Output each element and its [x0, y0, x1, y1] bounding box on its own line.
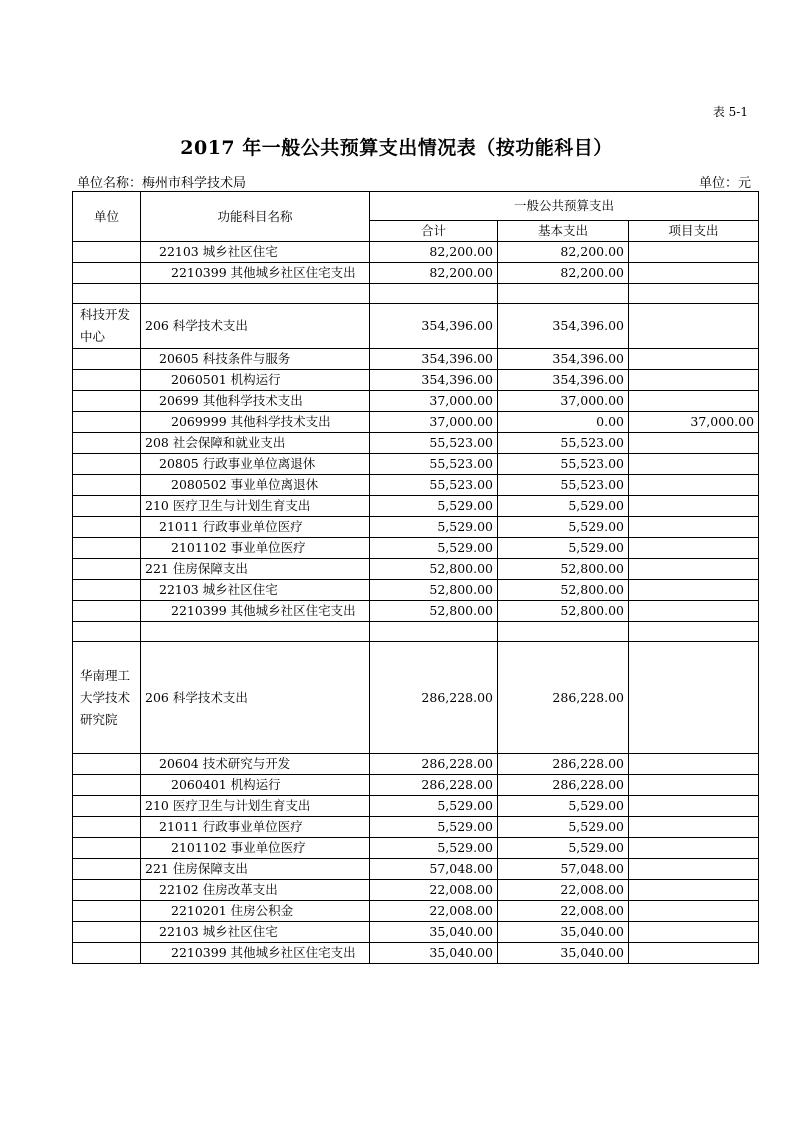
project-cell — [629, 901, 759, 922]
basic-cell: 37,000.00 — [498, 391, 629, 412]
total-cell: 5,529.00 — [370, 517, 498, 538]
basic-cell: 82,200.00 — [498, 242, 629, 263]
table-row — [73, 454, 759, 475]
total-cell: 37,000.00 — [370, 412, 498, 433]
basic-cell: 5,529.00 — [498, 538, 629, 559]
subject-cell: 20805 行政事业单位离退休 — [141, 454, 370, 475]
subject-cell: 22103 城乡社区住宅 — [141, 580, 370, 601]
table-row — [73, 601, 759, 622]
unit-cell — [73, 943, 141, 964]
project-cell — [629, 263, 759, 284]
header-total: 合计 — [370, 221, 498, 242]
total-cell: 55,523.00 — [370, 454, 498, 475]
table-row — [73, 943, 759, 964]
basic-cell: 5,529.00 — [498, 817, 629, 838]
project-cell — [629, 517, 759, 538]
table-row — [73, 538, 759, 559]
project-cell — [629, 433, 759, 454]
header-basic: 基本支出 — [498, 221, 629, 242]
table-row — [73, 496, 759, 517]
table-row — [73, 880, 759, 901]
project-cell — [629, 242, 759, 263]
project-cell — [629, 475, 759, 496]
table-row — [73, 284, 759, 304]
table-row — [73, 304, 759, 349]
subject-cell: 221 住房保障支出 — [141, 859, 370, 880]
unit-cell — [73, 580, 141, 601]
basic-cell: 52,800.00 — [498, 559, 629, 580]
basic-cell: 55,523.00 — [498, 454, 629, 475]
subject-cell: 206 科学技术支出 — [141, 642, 370, 754]
total-cell: 55,523.00 — [370, 433, 498, 454]
unit-cell — [73, 475, 141, 496]
basic-cell: 286,228.00 — [498, 754, 629, 775]
unit-cell: 科技开发中心 — [73, 304, 141, 349]
basic-cell — [498, 284, 629, 304]
project-cell — [629, 859, 759, 880]
basic-cell: 286,228.00 — [498, 775, 629, 796]
total-cell: 57,048.00 — [370, 859, 498, 880]
basic-cell: 354,396.00 — [498, 304, 629, 349]
project-cell — [629, 775, 759, 796]
table-row — [73, 838, 759, 859]
project-cell — [629, 349, 759, 370]
total-cell: 55,523.00 — [370, 475, 498, 496]
total-cell: 35,040.00 — [370, 943, 498, 964]
unit-cell — [73, 622, 141, 642]
basic-cell: 5,529.00 — [498, 517, 629, 538]
total-cell: 286,228.00 — [370, 775, 498, 796]
total-cell: 5,529.00 — [370, 796, 498, 817]
total-cell: 5,529.00 — [370, 538, 498, 559]
basic-cell: 57,048.00 — [498, 859, 629, 880]
project-cell — [629, 622, 759, 642]
table-row — [73, 580, 759, 601]
project-cell — [629, 496, 759, 517]
total-cell: 82,200.00 — [370, 242, 498, 263]
subject-cell: 22103 城乡社区住宅 — [141, 242, 370, 263]
total-cell: 52,800.00 — [370, 580, 498, 601]
table-row — [73, 559, 759, 580]
project-cell — [629, 370, 759, 391]
basic-cell: 52,800.00 — [498, 580, 629, 601]
project-cell — [629, 880, 759, 901]
total-cell: 52,800.00 — [370, 559, 498, 580]
project-cell — [629, 817, 759, 838]
table-row — [73, 754, 759, 775]
project-cell — [629, 601, 759, 622]
unit-cell — [73, 817, 141, 838]
project-cell — [629, 838, 759, 859]
subject-cell: 2210201 住房公积金 — [141, 901, 370, 922]
basic-cell: 35,040.00 — [498, 943, 629, 964]
basic-cell: 5,529.00 — [498, 496, 629, 517]
subject-cell: 22103 城乡社区住宅 — [141, 922, 370, 943]
unit-cell — [73, 796, 141, 817]
project-cell — [629, 391, 759, 412]
total-cell: 286,228.00 — [370, 754, 498, 775]
header-unit: 单位 — [73, 192, 141, 242]
project-cell — [629, 796, 759, 817]
total-cell: 5,529.00 — [370, 838, 498, 859]
total-cell: 35,040.00 — [370, 922, 498, 943]
table-row — [73, 517, 759, 538]
subject-cell: 221 住房保障支出 — [141, 559, 370, 580]
table-row — [73, 901, 759, 922]
basic-cell: 82,200.00 — [498, 263, 629, 284]
unit-cell — [73, 517, 141, 538]
subject-cell — [141, 622, 370, 642]
unit-cell — [73, 775, 141, 796]
subject-cell: 210 医疗卫生与计划生育支出 — [141, 796, 370, 817]
subject-cell: 2060501 机构运行 — [141, 370, 370, 391]
project-cell — [629, 754, 759, 775]
total-cell: 22,008.00 — [370, 880, 498, 901]
total-cell: 354,396.00 — [370, 304, 498, 349]
project-cell — [629, 642, 759, 754]
total-cell: 354,396.00 — [370, 349, 498, 370]
total-cell — [370, 622, 498, 642]
basic-cell: 354,396.00 — [498, 370, 629, 391]
basic-cell: 22,008.00 — [498, 880, 629, 901]
table-row — [73, 775, 759, 796]
project-cell — [629, 284, 759, 304]
project-cell — [629, 943, 759, 964]
table-row — [73, 433, 759, 454]
table-row — [73, 263, 759, 284]
unit-cell — [73, 601, 141, 622]
subject-cell: 2069999 其他科学技术支出 — [141, 412, 370, 433]
unit-cell — [73, 412, 141, 433]
subject-cell: 206 科学技术支出 — [141, 304, 370, 349]
subject-cell: 2080502 事业单位离退休 — [141, 475, 370, 496]
page-title: 2017 年一般公共预算支出情况表（按功能科目） — [180, 137, 613, 159]
table-number: 表 5-1 — [712, 105, 748, 119]
unit-cell — [73, 922, 141, 943]
unit-cell — [73, 559, 141, 580]
basic-cell: 354,396.00 — [498, 349, 629, 370]
subject-cell: 22102 住房改革支出 — [141, 880, 370, 901]
table-row — [73, 922, 759, 943]
basic-cell: 5,529.00 — [498, 796, 629, 817]
total-cell — [370, 284, 498, 304]
budget-table — [72, 191, 759, 964]
basic-cell: 22,008.00 — [498, 901, 629, 922]
total-cell: 37,000.00 — [370, 391, 498, 412]
table-row — [73, 475, 759, 496]
subject-cell: 21011 行政事业单位医疗 — [141, 517, 370, 538]
basic-cell: 55,523.00 — [498, 433, 629, 454]
basic-cell: 286,228.00 — [498, 642, 629, 754]
subject-cell: 2210399 其他城乡社区住宅支出 — [141, 943, 370, 964]
unit-cell — [73, 349, 141, 370]
subject-cell: 20605 科技条件与服务 — [141, 349, 370, 370]
basic-cell: 35,040.00 — [498, 922, 629, 943]
project-cell — [629, 922, 759, 943]
unit-cell — [73, 284, 141, 304]
subject-cell: 2101102 事业单位医疗 — [141, 538, 370, 559]
subject-cell: 21011 行政事业单位医疗 — [141, 817, 370, 838]
basic-cell: 52,800.00 — [498, 601, 629, 622]
table-row — [73, 370, 759, 391]
currency-unit-label: 单位：元 — [698, 176, 751, 191]
subject-cell: 210 医疗卫生与计划生育支出 — [141, 496, 370, 517]
table-row — [73, 817, 759, 838]
unit-cell — [73, 880, 141, 901]
subject-cell: 20699 其他科学技术支出 — [141, 391, 370, 412]
unit-cell — [73, 433, 141, 454]
subject-cell: 2060401 机构运行 — [141, 775, 370, 796]
project-cell — [629, 559, 759, 580]
header-subject: 功能科目名称 — [141, 192, 370, 242]
unit-cell — [73, 901, 141, 922]
table-row — [73, 622, 759, 642]
table-row — [73, 796, 759, 817]
project-cell — [629, 454, 759, 475]
unit-cell — [73, 538, 141, 559]
project-cell — [629, 304, 759, 349]
total-cell: 5,529.00 — [370, 496, 498, 517]
subject-cell: 208 社会保障和就业支出 — [141, 433, 370, 454]
basic-cell: 5,529.00 — [498, 838, 629, 859]
total-cell: 5,529.00 — [370, 817, 498, 838]
table-row — [73, 242, 759, 263]
basic-cell — [498, 622, 629, 642]
project-cell: 37,000.00 — [629, 412, 759, 433]
subject-cell — [141, 284, 370, 304]
unit-name-label: 单位名称：梅州市科学技术局 — [77, 176, 247, 191]
header-budget: 一般公共预算支出 — [370, 192, 759, 221]
table-row — [73, 412, 759, 433]
unit-cell: 华南理工大学技术研究院 — [73, 642, 141, 754]
project-cell — [629, 580, 759, 601]
table-row — [73, 859, 759, 880]
table-row — [73, 642, 759, 754]
total-cell: 286,228.00 — [370, 642, 498, 754]
unit-cell — [73, 263, 141, 284]
total-cell: 52,800.00 — [370, 601, 498, 622]
unit-cell — [73, 838, 141, 859]
unit-cell — [73, 370, 141, 391]
total-cell: 82,200.00 — [370, 263, 498, 284]
unit-cell — [73, 859, 141, 880]
unit-cell — [73, 391, 141, 412]
unit-cell — [73, 454, 141, 475]
unit-cell — [73, 496, 141, 517]
table-row — [73, 391, 759, 412]
subject-cell: 2101102 事业单位医疗 — [141, 838, 370, 859]
total-cell: 354,396.00 — [370, 370, 498, 391]
unit-cell — [73, 242, 141, 263]
subject-cell: 20604 技术研究与开发 — [141, 754, 370, 775]
project-cell — [629, 538, 759, 559]
unit-cell — [73, 754, 141, 775]
subject-cell: 2210399 其他城乡社区住宅支出 — [141, 263, 370, 284]
total-cell: 22,008.00 — [370, 901, 498, 922]
table-row — [73, 349, 759, 370]
basic-cell: 55,523.00 — [498, 475, 629, 496]
subject-cell: 2210399 其他城乡社区住宅支出 — [141, 601, 370, 622]
basic-cell: 0.00 — [498, 412, 629, 433]
header-project: 项目支出 — [629, 221, 759, 242]
